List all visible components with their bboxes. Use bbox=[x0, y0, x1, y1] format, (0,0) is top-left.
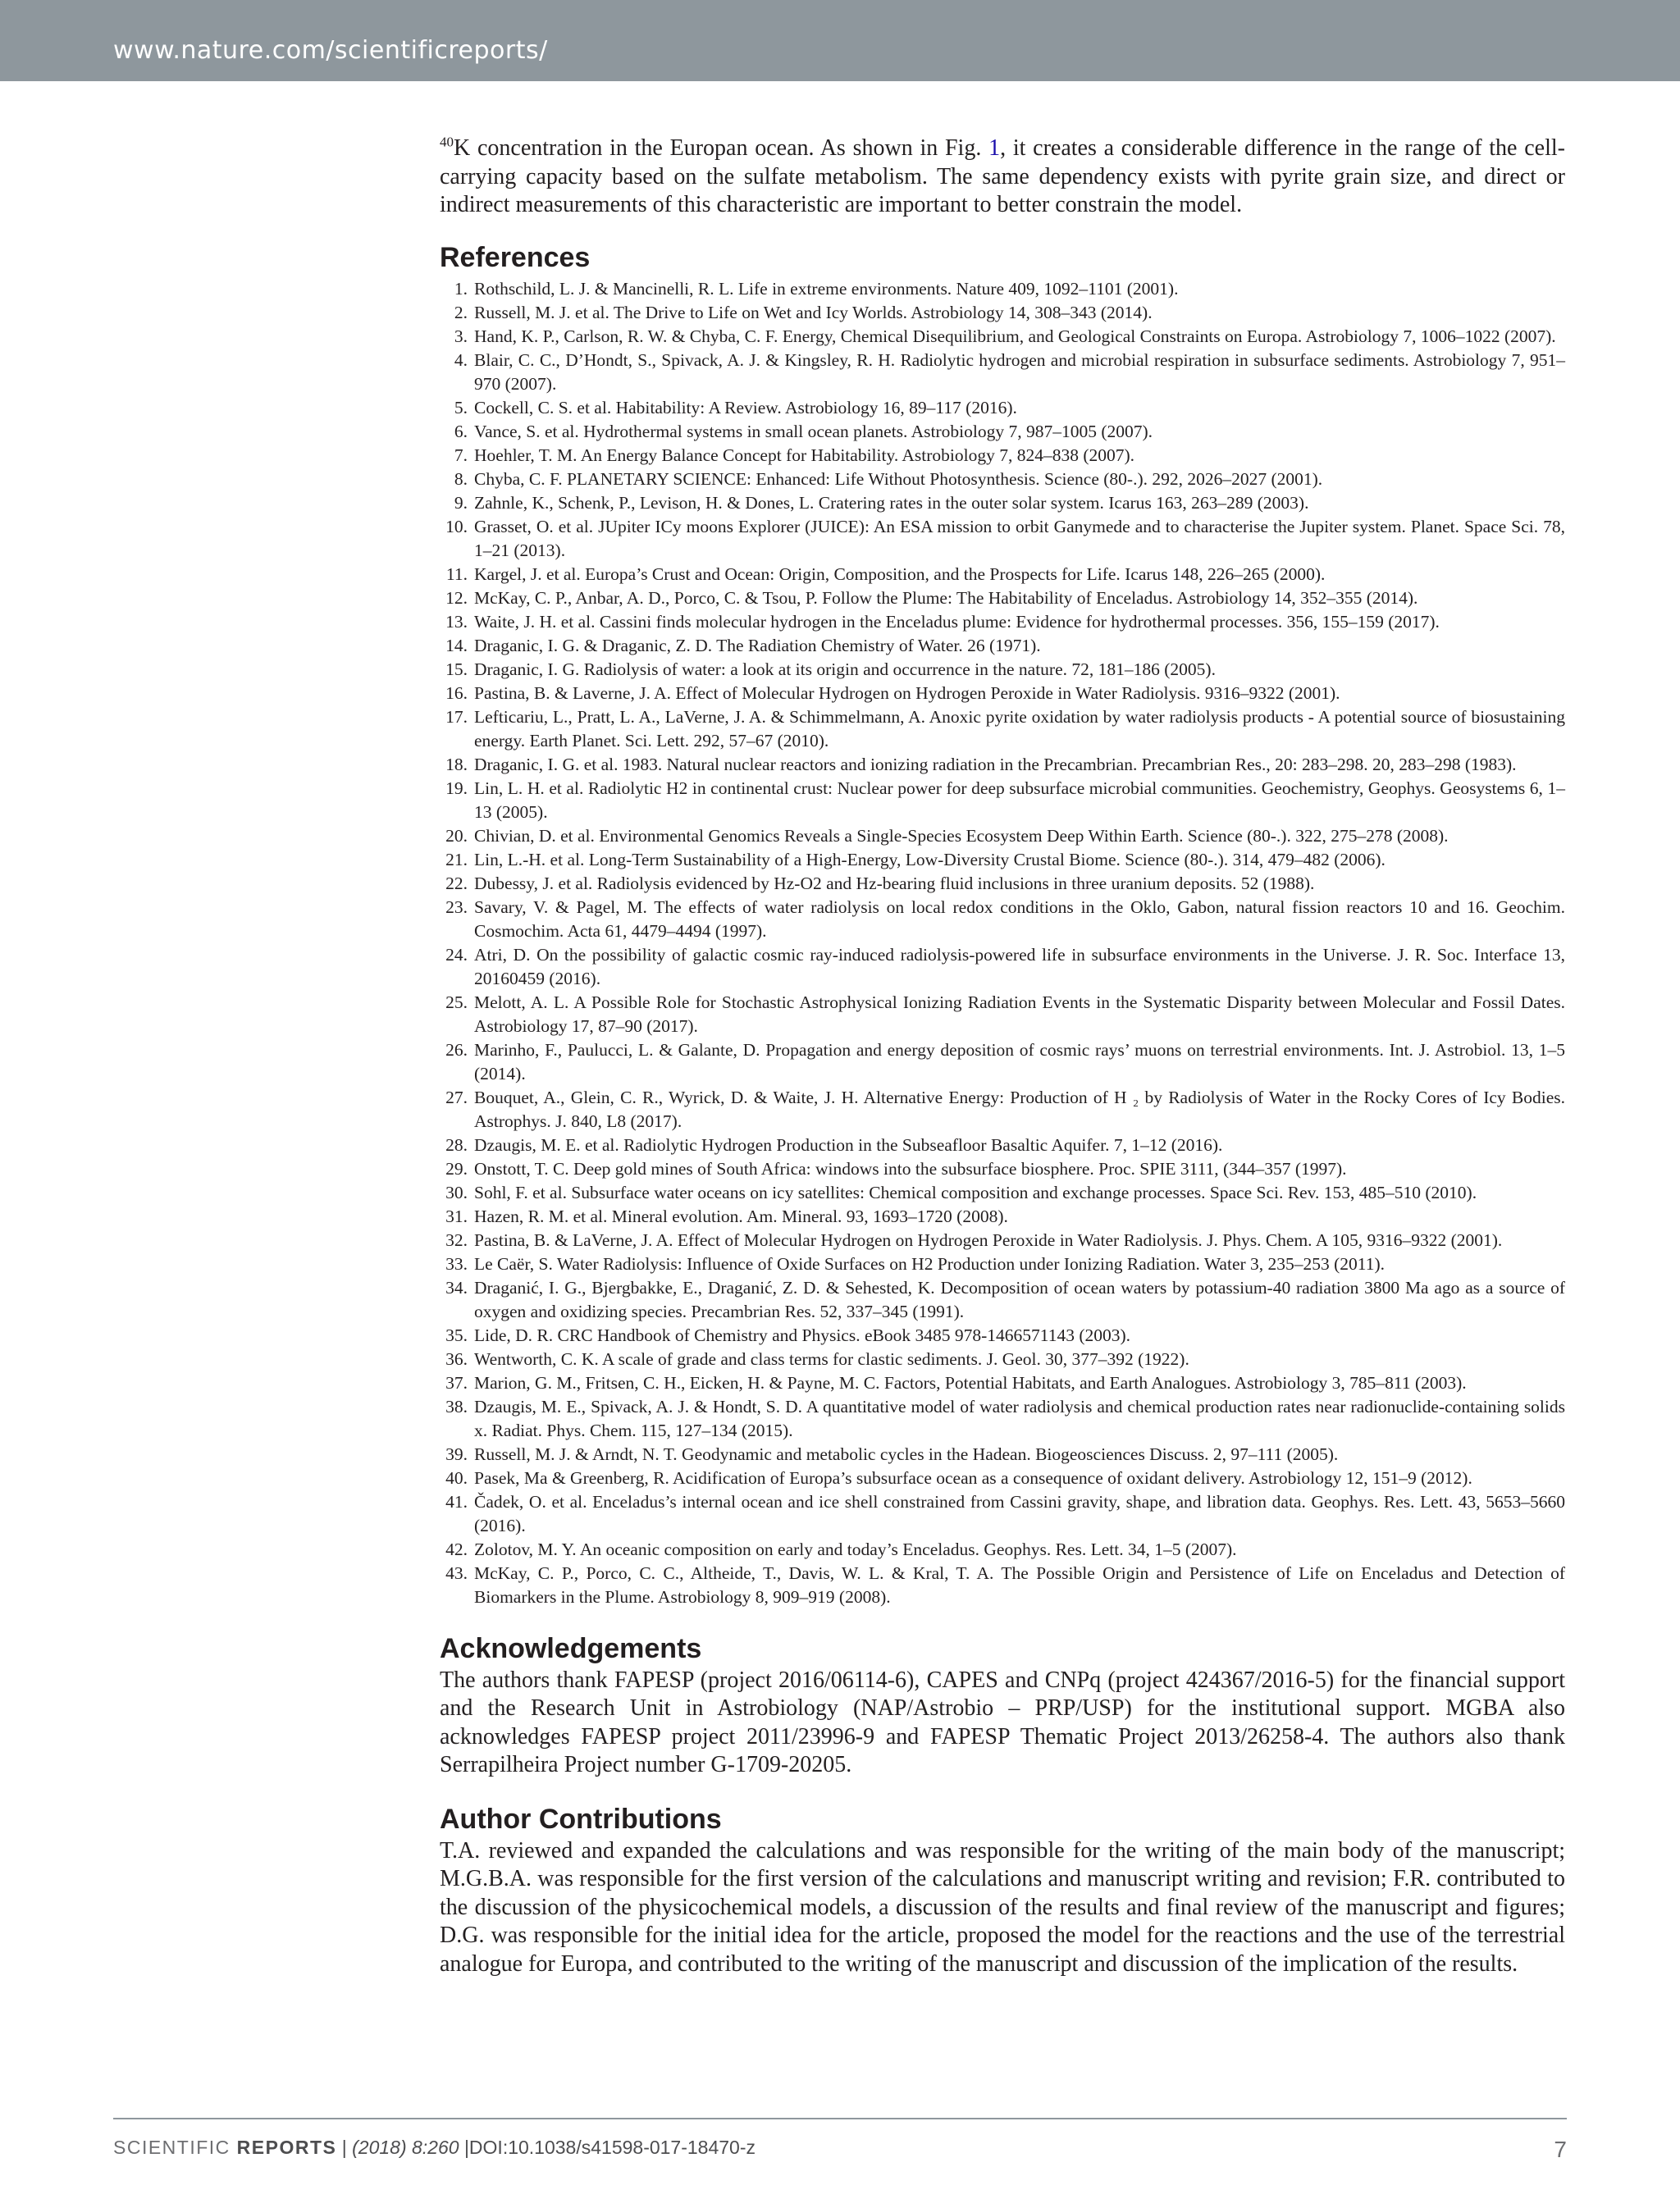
reference-number: 7. bbox=[454, 445, 468, 465]
reference-text: Lin, L. H. et al. Radiolytic H2 in continental crust: Nuclear power for deep subsurface microbial communities. Geochemistry, Geophys. Geosystems 6, 1–13 (2005). bbox=[474, 778, 1565, 822]
reference-item bbox=[440, 1134, 1565, 1157]
reference-item bbox=[440, 277, 1565, 301]
reference-item bbox=[440, 444, 1565, 468]
reference-number: 43. bbox=[445, 1562, 468, 1583]
reference-number: 6. bbox=[454, 421, 468, 441]
reference-item bbox=[440, 1490, 1565, 1538]
reference-number: 24. bbox=[445, 944, 468, 965]
reference-text: Grasset, O. et al. JUpiter ICy moons Explorer (JUICE): An ESA mission to orbit Ganymede and to characterise the Jupiter system. Planet. Space Sci. 78, 1–21 (2013). bbox=[474, 516, 1565, 560]
reference-item bbox=[440, 824, 1565, 848]
footer-divider bbox=[113, 2118, 1567, 2119]
reference-text: Hoehler, T. M. An Energy Balance Concept for Habitability. Astrobiology 7, 824–838 (2007). bbox=[474, 445, 1135, 465]
reference-text: Russell, M. J. et al. The Drive to Life on Wet and Icy Worlds. Astrobiology 14, 308–343 (2014). bbox=[474, 302, 1153, 322]
reference-item bbox=[440, 563, 1565, 586]
reference-number: 28. bbox=[445, 1134, 468, 1155]
reference-text: Le Caër, S. Water Radiolysis: Influence of Oxide Surfaces on H2 Production under Ionizing Radiation. Water 3, 235–253 (2011). bbox=[474, 1253, 1386, 1274]
reference-item bbox=[440, 1395, 1565, 1443]
page-number: 7 bbox=[1554, 2137, 1567, 2162]
references-heading: References bbox=[440, 241, 591, 273]
reference-text: Atri, D. On the possibility of galactic cosmic ray-induced radiolysis-powered life in subsurface environments in the Universe. J. R. Soc. Interface 13, 20160459 (2016). bbox=[474, 944, 1565, 988]
reference-item bbox=[440, 896, 1565, 943]
reference-text: Zolotov, M. Y. An oceanic composition on early and today’s Enceladus. Geophys. Res. Lett. 34, 1–5 (2007). bbox=[474, 1539, 1237, 1559]
reference-number: 16. bbox=[445, 682, 468, 703]
reference-item bbox=[440, 1538, 1565, 1562]
reference-text: Bouquet, A., Glein, C. R., Wyrick, D. & Waite, J. H. Alternative Energy: Production of H ₂ by Radiolysis of Water in the Rocky Cores of Icy Bodies. Astrophys. J. 840, L8 (2017). bbox=[474, 1087, 1565, 1131]
reference-number: 41. bbox=[445, 1491, 468, 1512]
reference-item bbox=[440, 658, 1565, 682]
reference-number: 23. bbox=[445, 896, 468, 917]
reference-item bbox=[440, 705, 1565, 753]
reference-item bbox=[440, 325, 1565, 349]
reference-text: Draganić, I. G., Bjergbakke, E., Draganić, Z. D. & Sehested, K. Decomposition of ocean waters by potassium-40 radiation 3800 Ma ago as a source of oxygen and oxidizing species. Precambrian Res. 52, 337–345 (1991). bbox=[474, 1277, 1565, 1321]
journal-name-bold: REPORTS bbox=[236, 2137, 337, 2158]
reference-text: Lide, D. R. CRC Handbook of Chemistry and Physics. eBook 3485 978-1466571143 (2003). bbox=[474, 1325, 1131, 1345]
reference-item bbox=[440, 872, 1565, 896]
reference-text: Draganic, I. G. & Draganic, Z. D. The Radiation Chemistry of Water. 26 (1971). bbox=[474, 635, 1041, 655]
reference-item bbox=[440, 396, 1565, 420]
reference-number: 39. bbox=[445, 1444, 468, 1464]
reference-text: Russell, M. J. & Arndt, N. T. Geodynamic and metabolic cycles in the Hadean. Biogeosciences Discuss. 2, 97–111 (2005). bbox=[474, 1444, 1339, 1464]
reference-text: Dzaugis, M. E., Spivack, A. J. & Hondt, S. D. A quantitative model of water radiolysis and chemical production rates near radionuclide-containing solids x. Radiat. Phys. Chem. 115, 127–134 (2015). bbox=[474, 1396, 1565, 1440]
reference-number: 19. bbox=[445, 778, 468, 798]
author-contributions-heading: Author Contributions bbox=[440, 1803, 722, 1835]
reference-number: 40. bbox=[445, 1467, 468, 1488]
reference-text: Chyba, C. F. PLANETARY SCIENCE: Enhanced: Life Without Photosynthesis. Science (80-.). 292, 2026–2027 (2001). bbox=[474, 468, 1323, 489]
footer-separator: | bbox=[336, 2137, 353, 2158]
reference-number: 18. bbox=[445, 754, 468, 774]
reference-item bbox=[440, 777, 1565, 824]
reference-text: Lin, L.-H. et al. Long-Term Sustainability of a High-Energy, Low-Diversity Crustal Biome. Science (80-.). 314, 479–482 (2006). bbox=[474, 849, 1386, 869]
reference-item bbox=[440, 1252, 1565, 1276]
reference-number: 31. bbox=[445, 1206, 468, 1226]
reference-number: 20. bbox=[445, 825, 468, 846]
reference-number: 36. bbox=[445, 1348, 468, 1369]
reference-item bbox=[440, 1276, 1565, 1324]
reference-number: 35. bbox=[445, 1325, 468, 1345]
reference-text: Vance, S. et al. Hydrothermal systems in small ocean planets. Astrobiology 7, 987–1005 (2007). bbox=[474, 421, 1153, 441]
reference-text: Marinho, F., Paulucci, L. & Galante, D. Propagation and energy deposition of cosmic rays’ muons on terrestrial environments. Int. J. Astrobiol. 13, 1–5 (2014). bbox=[474, 1039, 1565, 1083]
reference-number: 2. bbox=[454, 302, 468, 322]
figure-link[interactable]: 1 bbox=[988, 135, 1001, 161]
reference-text: Savary, V. & Pagel, M. The effects of water radiolysis on local redox conditions in the Oklo, Gabon, natural fission reactors 10 and 16. Geochim. Cosmochim. Acta 61, 4479–4494 (1997). bbox=[474, 896, 1565, 941]
reference-number: 34. bbox=[445, 1277, 468, 1298]
reference-item bbox=[440, 1348, 1565, 1371]
reference-number: 3. bbox=[454, 326, 468, 346]
reference-text: Chivian, D. et al. Environmental Genomics Reveals a Single-Species Ecosystem Deep Within Earth. Science (80-.). 322, 275–278 (2008). bbox=[474, 825, 1449, 846]
reference-text: Blair, C. C., D’Hondt, S., Spivack, A. J. & Kingsley, R. H. Radiolytic hydrogen and microbial respiration in subsurface sediments. Astrobiology 7, 951–970 (2007). bbox=[474, 349, 1565, 394]
journal-url[interactable]: www.nature.com/scientificreports/ bbox=[113, 36, 548, 65]
reference-number: 30. bbox=[445, 1182, 468, 1202]
reference-item bbox=[440, 1229, 1565, 1252]
reference-item bbox=[440, 1371, 1565, 1395]
reference-number: 11. bbox=[445, 563, 468, 584]
reference-item bbox=[440, 991, 1565, 1038]
reference-item bbox=[440, 753, 1565, 777]
reference-number: 22. bbox=[445, 873, 468, 893]
reference-text: McKay, C. P., Porco, C. C., Altheide, T., Davis, W. L. & Kral, T. A. The Possible Origin and Persistence of Life on Enceladus and Detection of Biomarkers in the Plume. Astrobiology 8, 909–919 (2008). bbox=[474, 1562, 1565, 1607]
reference-text: Wentworth, C. K. A scale of grade and class terms for clastic sediments. J. Geol. 30, 377–392 (1922). bbox=[474, 1348, 1189, 1369]
reference-number: 9. bbox=[454, 492, 468, 513]
acknowledgements-heading: Acknowledgements bbox=[440, 1632, 702, 1664]
reference-number: 32. bbox=[445, 1229, 468, 1250]
reference-item bbox=[440, 682, 1565, 705]
reference-number: 8. bbox=[454, 468, 468, 489]
reference-number: 26. bbox=[445, 1039, 468, 1060]
reference-item bbox=[440, 1086, 1565, 1134]
reference-number: 1. bbox=[454, 278, 468, 299]
reference-text: Melott, A. L. A Possible Role for Stochastic Astrophysical Ionizing Radiation Events in the Systematic Disparity between Molecular and Fossil Dates. Astrobiology 17, 87–90 (2017). bbox=[474, 992, 1565, 1036]
reference-item bbox=[440, 491, 1565, 515]
reference-item bbox=[440, 420, 1565, 444]
reference-item bbox=[440, 1205, 1565, 1229]
reference-item bbox=[440, 1157, 1565, 1181]
reference-number: 14. bbox=[445, 635, 468, 655]
reference-item bbox=[440, 1038, 1565, 1086]
reference-number: 42. bbox=[445, 1539, 468, 1559]
reference-text: Draganic, I. G. et al. 1983. Natural nuclear reactors and ionizing radiation in the Precambrian. Precambrian Res., 20: 283–298. 20, 283–298 (1983). bbox=[474, 754, 1517, 774]
reference-list bbox=[440, 277, 1565, 1609]
reference-number: 12. bbox=[445, 587, 468, 608]
reference-item bbox=[440, 1562, 1565, 1609]
journal-name-light: SCIENTIFIC bbox=[113, 2137, 237, 2158]
reference-text: Čadek, O. et al. Enceladus’s internal ocean and ice shell constrained from Cassini gravity, shape, and libration data. Geophys. Res. Lett. 43, 5653–5660 (2016). bbox=[474, 1491, 1565, 1535]
reference-text: Sohl, F. et al. Subsurface water oceans on icy satellites: Chemical composition and exchange processes. Space Sci. Rev. 153, 485–510 (2010). bbox=[474, 1182, 1477, 1202]
reference-number: 10. bbox=[445, 516, 468, 536]
reference-text: Onstott, T. C. Deep gold mines of South Africa: windows into the subsurface biosphere. Proc. SPIE 3111, (344–357 (1997). bbox=[474, 1158, 1347, 1179]
reference-text: Marion, G. M., Fritsen, C. H., Eicken, H. & Payne, M. C. Factors, Potential Habitats, and Earth Analogues. Astrobiology 3, 785–811 (2003). bbox=[474, 1372, 1467, 1393]
reference-text: Hand, K. P., Carlson, R. W. & Chyba, C. F. Energy, Chemical Disequilibrium, and Geological Constraints on Europa. Astrobiology 7, 1006–1022 (2007). bbox=[474, 326, 1556, 346]
author-contributions-text: T.A. reviewed and expanded the calculations and was responsible for the writing of the main body of the manuscript; M.G.B.A. was responsible for the first version of the calculations and manuscript writing and revision; F.R. contributed to the discussion of the physicochemical models, a discussion of the results and final review of the manuscript and figures; D.G. was responsible for the initial idea for the article, proposed the model for the reactions and the use of the terrestrial analogue for Europa, and contributed to the writing of the manuscript and discussion of the implication of the results. bbox=[440, 1837, 1565, 1977]
reference-text: Pasek, Ma & Greenberg, R. Acidification of Europa’s subsurface ocean as a consequence of oxidant delivery. Astrobiology 12, 151–9 (2012). bbox=[474, 1467, 1472, 1488]
doi[interactable]: |DOI:10.1038/s41598-017-18470-z bbox=[459, 2137, 756, 2158]
reference-item bbox=[440, 349, 1565, 396]
reference-text: Hazen, R. M. et al. Mineral evolution. Am. Mineral. 93, 1693–1720 (2008). bbox=[474, 1206, 1008, 1226]
reference-number: 4. bbox=[454, 349, 468, 370]
reference-text: Pastina, B. & LaVerne, J. A. Effect of Molecular Hydrogen on Hydrogen Peroxide in Water Radiolysis. J. Phys. Chem. A 105, 9316–9322 (2001). bbox=[474, 1229, 1503, 1250]
reference-number: 25. bbox=[445, 992, 468, 1012]
reference-text: Zahnle, K., Schenk, P., Levison, H. & Dones, L. Cratering rates in the outer solar system. Icarus 163, 263–289 (2003). bbox=[474, 492, 1309, 513]
reference-item bbox=[440, 943, 1565, 991]
reference-item bbox=[440, 1181, 1565, 1205]
reference-text: Dubessy, J. et al. Radiolysis evidenced by Hz-O2 and Hz-bearing fluid inclusions in three uranium deposits. 52 (1988). bbox=[474, 873, 1315, 893]
isotope-superscript: 40 bbox=[440, 134, 454, 150]
reference-item bbox=[440, 1467, 1565, 1490]
reference-item bbox=[440, 1443, 1565, 1467]
reference-text: Pastina, B. & Laverne, J. A. Effect of Molecular Hydrogen on Hydrogen Peroxide in Water Radiolysis. 9316–9322 (2001). bbox=[474, 682, 1340, 703]
article-content bbox=[440, 135, 1565, 1978]
journal-name bbox=[113, 2137, 336, 2158]
reference-item bbox=[440, 586, 1565, 610]
reference-number: 27. bbox=[445, 1087, 468, 1107]
reference-number: 33. bbox=[445, 1253, 468, 1274]
reference-item bbox=[440, 301, 1565, 325]
reference-text: Rothschild, L. J. & Mancinelli, R. L. Life in extreme environments. Nature 409, 1092–1101 (2001). bbox=[474, 278, 1179, 299]
reference-text: Kargel, J. et al. Europa’s Crust and Ocean: Origin, Composition, and the Prospects for Life. Icarus 148, 226–265 (2000). bbox=[474, 563, 1326, 584]
reference-item bbox=[440, 1324, 1565, 1348]
reference-number: 21. bbox=[445, 849, 468, 869]
acknowledgements-text: The authors thank FAPESP (project 2016/06114-6), CAPES and CNPq (project 424367/2016-5) for the financial support and the Research Unit in Astrobiology (NAP/Astrobio – PRP/USP) for the institutional support. MGBA also acknowledges FAPESP project 2011/23996-9 and FAPESP Thematic Project 2013/26258-4. The authors also thank Serrapilheira Project number G-1709-20205. bbox=[440, 1667, 1565, 1777]
reference-item bbox=[440, 468, 1565, 491]
reference-item bbox=[440, 610, 1565, 634]
intro-text-a: K concentration in the Europan ocean. As shown in Fig. bbox=[454, 135, 989, 161]
reference-number: 5. bbox=[454, 397, 468, 417]
reference-item bbox=[440, 634, 1565, 658]
top-header-bar bbox=[0, 0, 1680, 81]
reference-number: 13. bbox=[445, 611, 468, 632]
reference-text: Lefticariu, L., Pratt, L. A., LaVerne, J. A. & Schimmelmann, A. Anoxic pyrite oxidation by water radiolysis products - A potential source of biosustaining energy. Earth Planet. Sci. Lett. 292, 57–67 (2010). bbox=[474, 706, 1565, 750]
intro-paragraph bbox=[440, 135, 1565, 220]
reference-item bbox=[440, 848, 1565, 872]
reference-number: 17. bbox=[445, 706, 468, 727]
reference-item bbox=[440, 515, 1565, 563]
citation: (2018) 8:260 bbox=[352, 2137, 459, 2158]
reference-text: Waite, J. H. et al. Cassini finds molecular hydrogen in the Enceladus plume: Evidence for hydrothermal processes. 356, 155–159 (2017). bbox=[474, 611, 1440, 632]
reference-text: McKay, C. P., Anbar, A. D., Porco, C. & Tsou, P. Follow the Plume: The Habitability of Enceladus. Astrobiology 14, 352–355 (2014). bbox=[474, 587, 1418, 608]
reference-number: 29. bbox=[445, 1158, 468, 1179]
reference-number: 15. bbox=[445, 659, 468, 679]
reference-number: 37. bbox=[445, 1372, 468, 1393]
intro-text-b: , it creates a considerable difference in the range of the cell-carrying capacity based on the sulfate metabolism. The same dependency exists with pyrite grain size, and direct or indirect measurements of this characteristic are important to better constrain the model. bbox=[440, 135, 1565, 217]
reference-text: Draganic, I. G. Radiolysis of water: a look at its origin and occurrence in the nature. 72, 181–186 (2005). bbox=[474, 659, 1216, 679]
reference-number: 38. bbox=[445, 1396, 468, 1416]
reference-text: Dzaugis, M. E. et al. Radiolytic Hydrogen Production in the Subseafloor Basaltic Aquifer. 7, 1–12 (2016). bbox=[474, 1134, 1223, 1155]
page-footer bbox=[113, 2137, 1567, 2163]
reference-text: Cockell, C. S. et al. Habitability: A Review. Astrobiology 16, 89–117 (2016). bbox=[474, 397, 1017, 417]
